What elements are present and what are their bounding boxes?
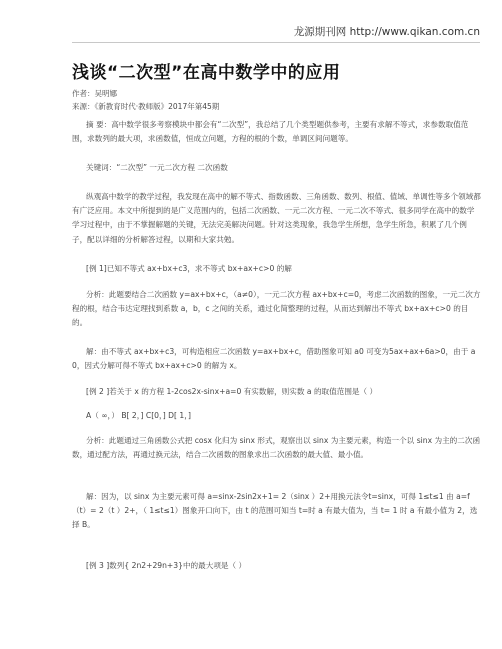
example-3-question: [例 3 ]数列{ 2n2+29n+3}中的最大项是（ ） xyxy=(86,561,247,570)
site-header[interactable]: 龙源期刊网 http://www.qikan.com.cn xyxy=(293,26,480,38)
paragraph-intro: 纵观高中数学的教学过程，我发现在高中的解不等式、指数函数、三角函数、数列、根值、值域、单调性等多个领域都有广泛应用。本文中所提到的是广义范围内的，包括二次函数、一元二次方程、一元二次不等式、很多同学在高中的数学学习过程中，由于不掌握解题的关键，无法完美解决问题。针对这类现象，我急学生所想，急学生所急，积累了几个例子，配以详细的分析解答过程，以期和大家共勉。 xyxy=(72,192,481,244)
keywords: 关键词：“二次型” 一元二次方程 二次函数 xyxy=(86,163,228,172)
article-source: 来源：《新教育时代·教师版》2017年第45期 xyxy=(72,102,220,111)
example-1-question: [例 1]已知不等式 ax+bx+c3，求不等式 bx+ax+c>0 的解 xyxy=(86,264,292,273)
article-author: 作者：吴明娜 xyxy=(72,89,117,98)
abstract: 摘 要：高中数学很多考察模块中都会有“二次型”，我总结了几个类型题供参考，主要有求解不等式，求参数取值范围，求数列的最大项，求函数值，恒成立问题，方程的根的个数，单调区间问题等。 xyxy=(72,120,469,144)
example-2-analysis: 分析：此题通过三角函数公式把 cosx 化归为 sinx 形式，观察出以 sinx 为主要元素，构造一个以 sinx 为主的二次函数，通过配方法，再通过换元法，结合二次函数的图象求出二次函数的最大值、最小值。 xyxy=(72,436,481,460)
header-divider xyxy=(72,42,480,43)
example-1-analysis: 分析：此题要结合二次函数 y=ax+bx+c，（a≠0），一元二次方程 ax+bx+c=0，考虑二次函数的图象，一元二次方程的根，结合韦达定理找到系数 a，b，c 之间的关系，通过化简整理的过程，从而达到解出不等式 bx+ax+c>0 的目的。 xyxy=(72,290,481,328)
example-2-solution: 解：因为，以 sinx 为主要元素可得 a=sinx-2sin2x+1= 2（sinx ）2+用换元法令t=sinx，可得 1≤t≤1 由 a=f（t）= 2（t ）2+，（ 1≤t≤1）图象开口向下，由 t 的范围可知当 t=时 a 有最大值为，当 t= 1 时 a 有最小值为 2，选择 B。 xyxy=(72,492,478,530)
example-2-options: A（ ∞，） B[ 2，] C[0，] D[ 1，] xyxy=(86,411,191,420)
article-title: 浅谈“二次型”在高中数学中的应用 xyxy=(72,63,341,83)
example-1-solution: 解：由不等式 ax+bx+c3，可构造相应二次函数 y=ax+bx+c，借助图象可知 a0 可变为5ax+ax+6a>0，由于 a0，因式分解可得不等式 bx+ax+c>0 的解为 x。 xyxy=(72,347,476,371)
example-2-question: [例 2 ]若关于 x 的方程 1-2cos2x-sinx+a=0 有实数解，则实数 a 的取值范围是（ ） xyxy=(86,387,378,396)
